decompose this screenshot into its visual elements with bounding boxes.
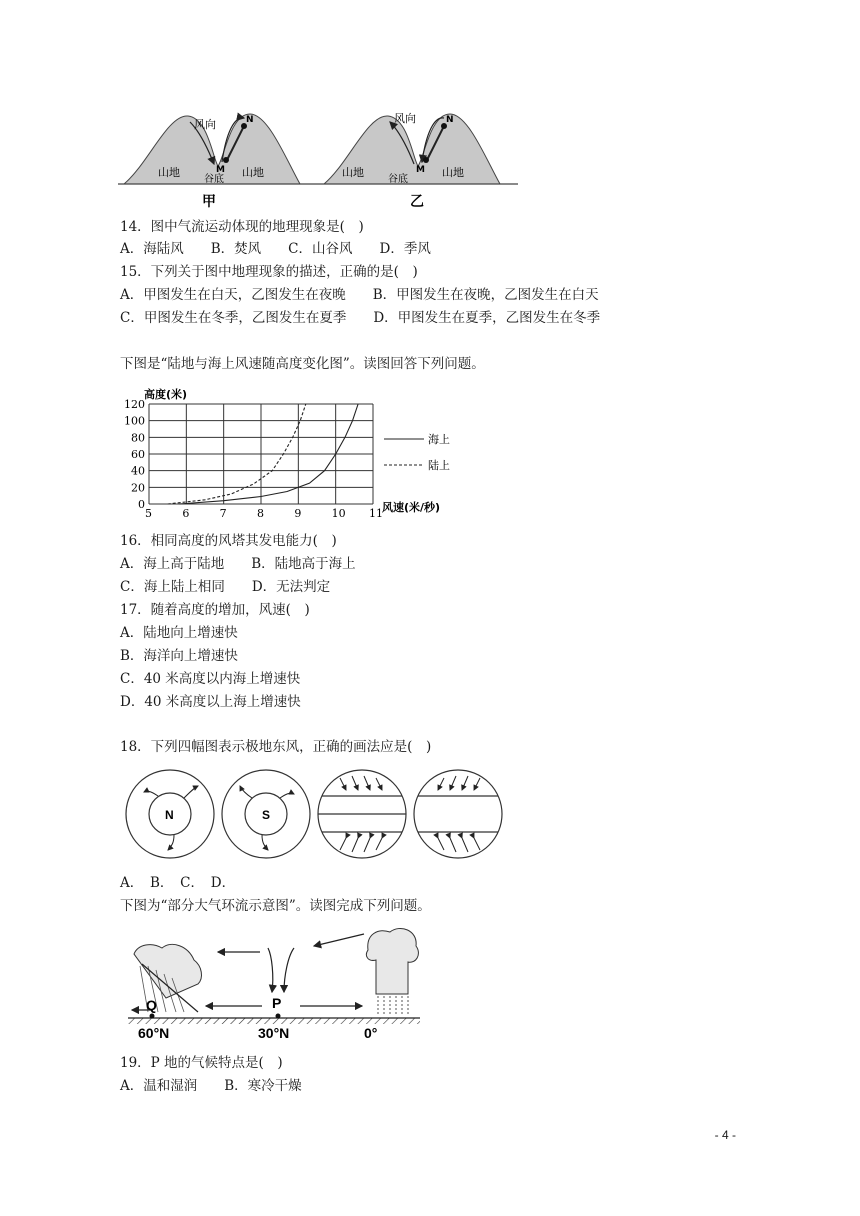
- chart-x-tick-label: 5: [145, 507, 152, 520]
- q19-stem: 19．P 地的气候特点是( ): [120, 1055, 283, 1071]
- chart-legend: [384, 432, 450, 472]
- polar-a-n-label: N: [165, 808, 174, 822]
- lat-0-label: 0°: [364, 1025, 378, 1041]
- q17-option-d: D．40 米高度以上海上增速快: [120, 694, 301, 710]
- chart-y-tick-label: 0: [138, 498, 145, 511]
- chart-y-tick-label: 100: [124, 414, 145, 428]
- chart-y-tick-label: 120: [124, 398, 145, 411]
- chart-y-tick-label: 20: [131, 481, 145, 495]
- yi-m-label: M: [416, 165, 425, 175]
- q16-options-row2: C．海上陆上相同 D．无法判定: [120, 579, 331, 595]
- page-number: - 4 -: [714, 1128, 736, 1142]
- q14-stem: 14．图中气流运动体现的地理现象是( ): [120, 219, 364, 235]
- circ-p-label: P: [272, 995, 282, 1011]
- legend-land-label: 陆上: [428, 459, 450, 472]
- chart-y-tick-label: 80: [131, 431, 145, 445]
- q16-stem: 16．相同高度的风塔其发电能力( ): [120, 533, 337, 549]
- valley-diagram-yi: [318, 111, 518, 210]
- q17-option-a: A．陆地向上增速快: [120, 625, 238, 641]
- valley-diagram-jia: [118, 114, 318, 210]
- polar-easterlies-figure: [118, 762, 518, 866]
- chart-x-tick-label: 9: [294, 507, 302, 520]
- q17-stem: 17．随着高度的增加，风速( ): [120, 602, 310, 618]
- q19-options: A．温和湿润 B．寒冷干燥: [120, 1078, 302, 1094]
- polar-option-b: [222, 770, 310, 858]
- chart-x-axis-label: 风速(米/秒): [382, 501, 441, 514]
- chart-x-tick-label: 7: [219, 507, 227, 520]
- chart-x-tick-label: 11: [369, 507, 383, 520]
- polar-option-a: [126, 770, 214, 858]
- yi-caption: 乙: [410, 194, 424, 210]
- chart-x-tick-label: 8: [257, 507, 264, 520]
- chart-x-tick-label: 6: [182, 507, 190, 520]
- yi-n-label: N: [446, 115, 454, 125]
- chart-x-tick-label: 10: [331, 507, 346, 520]
- jia-n-label: N: [246, 115, 254, 125]
- chart-y-tick-label: 40: [131, 464, 145, 478]
- chart-y-tick-label: 60: [131, 448, 145, 461]
- legend-sea-label: 海上: [428, 433, 450, 446]
- yi-mountain-right: 山地: [442, 166, 464, 179]
- polar-option-c: [318, 770, 406, 858]
- q17-option-c: C．40 米高度以内海上增速快: [120, 671, 301, 687]
- q15-options-row2: C．甲图发生在冬季，乙图发生在夏季 D．甲图发生在夏季，乙图发生在冬季: [120, 310, 601, 326]
- q15-stem: 15．下列关于图中地理现象的描述，正确的是( ): [120, 264, 418, 280]
- q14-options: A．海陆风 B．焚风 C．山谷风 D．季风: [120, 241, 431, 257]
- lat-60n-label: 60°N: [138, 1025, 170, 1041]
- q15-options-row1: A．甲图发生在白天，乙图发生在夜晚 B．甲图发生在夜晚，乙图发生在白天: [120, 287, 599, 303]
- jia-caption: 甲: [202, 194, 216, 210]
- jia-wind-label: 风向: [194, 118, 216, 131]
- wind-chart-intro: 下图是“陆地与海上风速随高度变化图”。读图回答下列问题。: [120, 356, 485, 372]
- circulation-figure: [122, 920, 422, 1042]
- valley-wind-figure: [118, 104, 518, 216]
- yi-wind-label: 风向: [394, 112, 416, 125]
- circulation-intro: 下图为“部分大气环流示意图”。读图完成下列问题。: [120, 898, 431, 914]
- jia-mountain-left: 山地: [158, 166, 180, 179]
- yi-mountain-left: 山地: [342, 166, 364, 179]
- yi-valley-label: 谷底: [388, 174, 408, 185]
- q16-options-row1: A．海上高于陆地 B．陆地高于海上: [120, 556, 356, 572]
- jia-valley-label: 谷底: [204, 174, 224, 185]
- wind-speed-chart: [116, 382, 466, 522]
- polar-option-d: [414, 770, 502, 858]
- q18-options: A． B． C． D．: [120, 875, 236, 891]
- jia-m-label: M: [216, 165, 225, 175]
- chart-y-axis-label: 高度(米): [144, 388, 188, 401]
- circ-q-label: Q: [146, 997, 157, 1013]
- q17-option-b: B．海洋向上增速快: [120, 648, 238, 664]
- polar-b-s-label: S: [262, 808, 271, 822]
- q18-stem: 18．下列四幅图表示极地东风，正确的画法应是( ): [120, 739, 432, 755]
- jia-mountain-right: 山地: [242, 166, 264, 179]
- lat-30n-label: 30°N: [258, 1025, 290, 1041]
